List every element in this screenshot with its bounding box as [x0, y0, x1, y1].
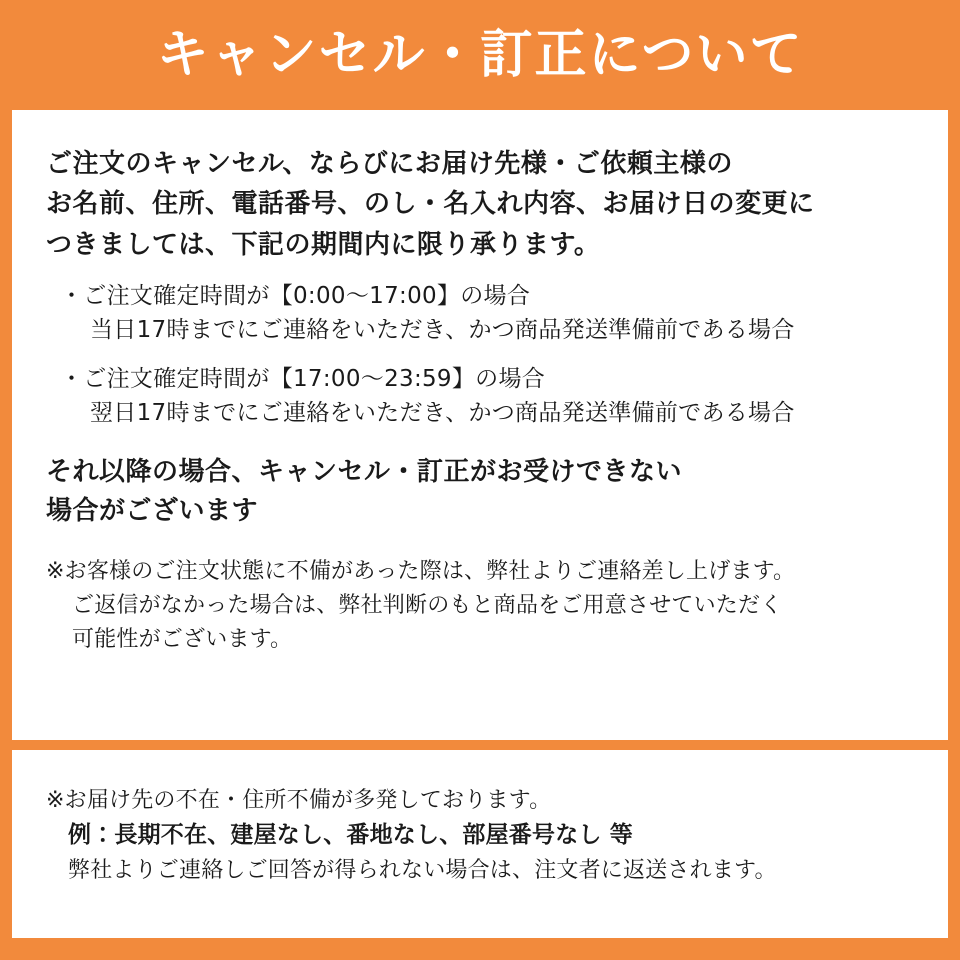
page-header [0, 0, 960, 110]
bottom-line-3: 弊社よりご連絡しご回答が得られない場合は、注文者に返送されます。 [68, 857, 777, 883]
lead-line-3: つきましては、下記の期間内に限り承ります。 [46, 229, 601, 260]
condition-item-2 [46, 362, 914, 431]
note-line-1: ※お客様のご注文状態に不備があった際は、弊社よりご連絡差し上げます。 [46, 558, 796, 584]
page-title: キャンセル・訂正について [156, 25, 804, 85]
condition-1-title: ・ご注文確定時間が【0:00〜17:00】の場合 [60, 282, 531, 309]
condition-2-title: ・ご注文確定時間が【17:00〜23:59】の場合 [60, 365, 546, 392]
condition-item-1 [46, 279, 914, 348]
note-line-3: 可能性がございます。 [72, 627, 293, 653]
lead-paragraph [46, 144, 914, 265]
bottom-line-1: ※お届け先の不在・住所不備が多発しております。 [46, 788, 552, 813]
bottom-line-2-example: 例：長期不在、建屋なし、番地なし、部屋番号なし 等 [68, 822, 634, 849]
delivery-absence-card [12, 750, 948, 938]
emphasis-line-1: それ以降の場合、キャンセル・訂正がお受けできない [46, 456, 683, 487]
note-paragraph [46, 555, 914, 657]
main-notice-card [12, 110, 948, 740]
condition-1-detail: 当日17時までにご連絡をいただき、かつ商品発送準備前である場合 [90, 317, 795, 344]
lead-line-1: ご注文のキャンセル、ならびにお届け先様・ご依頼主様の [46, 149, 733, 179]
lead-line-2: お名前、住所、電話番号、のし・名入れ内容、お届け日の変更に [46, 189, 815, 220]
note-line-2: ご返信がなかった場合は、弊社判断のもと商品をご用意させていただく [72, 592, 783, 618]
condition-2-detail: 翌日17時までにご連絡をいただき、かつ商品発送準備前である場合 [90, 400, 795, 427]
emphasis-line-2: 場合がございます [46, 495, 259, 526]
emphasis-paragraph [46, 453, 914, 531]
